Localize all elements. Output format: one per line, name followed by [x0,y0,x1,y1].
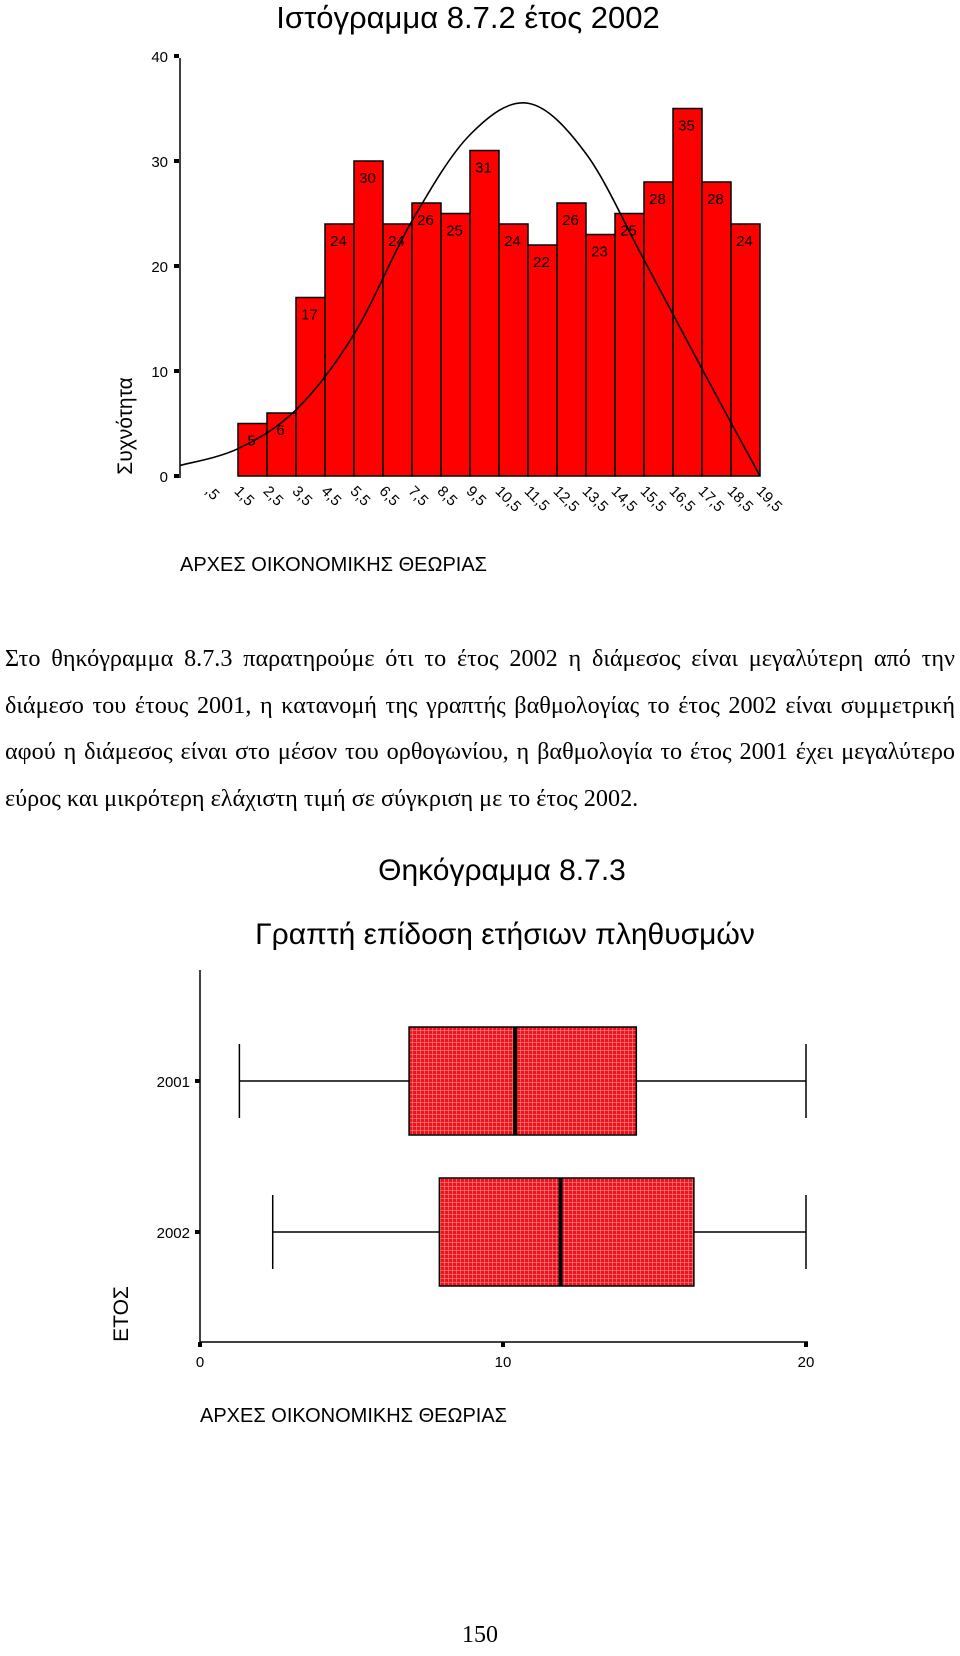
x-tick-label: 19,5 [752,482,786,516]
histogram-bar [354,161,383,476]
histogram-bar [441,214,470,477]
bar-value-label: 24 [736,233,753,250]
x-tick-label: 7,5 [404,482,432,510]
y-tick-mark [174,159,179,163]
x-tick-label: 0 [195,1354,205,1371]
x-tick-label: 20 [797,1354,815,1371]
boxplot-chart [0,850,960,1427]
histogram-bar [412,203,441,476]
bar-value-label: 26 [417,212,434,229]
histogram-title: Ιστόγραμμα 8.7.2 έτος 2002 [276,0,660,35]
bar-value-label: 22 [533,254,550,271]
bar-value-label: 25 [446,222,463,240]
y-tick-mark [174,54,179,58]
bar-value-label: 5 [247,432,256,450]
bar-value-label: 25 [620,222,637,240]
boxplot-x-ticks [196,1342,815,1371]
bar-value-label: 23 [591,243,608,261]
x-tick-mark [501,1342,505,1347]
bar-value-label: 28 [707,191,724,208]
x-tick-mark [804,1342,808,1347]
y-tick-label: 20 [151,259,168,276]
page-number: 150 [462,1622,498,1648]
bar-value-label: 35 [678,117,695,135]
histogram-bars [238,109,760,477]
x-tick-label: 2,5 [259,482,287,510]
x-tick-label: 6,5 [375,482,403,510]
histogram-bar [499,224,528,476]
y-tick-mark [174,474,179,478]
histogram-y-axis-label: Συχνότητα [114,377,137,475]
histogram-bar [557,203,586,476]
x-tick-label: 3,5 [288,482,316,510]
histogram-bar [238,424,267,477]
x-tick-label: 17,5 [694,482,728,516]
histogram-bar [470,151,499,477]
boxplot-y-axis-label: ΕΤΟΣ [110,1286,133,1342]
x-tick-label: 15,5 [636,482,670,516]
histogram-x-ticks [202,483,786,516]
x-tick-label: 10 [494,1354,512,1371]
bar-value-label: 24 [330,233,347,250]
histogram-bar [296,298,325,477]
x-tick-label: 8,5 [433,482,461,510]
boxplot-y-ticks [157,1074,200,1242]
histogram-chart [0,0,960,600]
histogram-bar [702,182,731,476]
x-tick-label: 18,5 [723,482,757,516]
bar-value-label: 17 [301,306,318,324]
x-tick-label: ,5 [201,482,223,504]
x-tick-label: 1,5 [230,482,258,510]
boxplot-boxes [239,1027,806,1286]
bar-value-label: 24 [388,233,405,250]
box-2001 [409,1027,636,1135]
bar-value-label: 30 [359,170,376,187]
x-tick-label: 9,5 [462,482,490,510]
y-tick-label: 0 [159,469,168,486]
x-tick-mark [198,1342,202,1347]
y-tick-label: 10 [151,364,168,381]
y-tick-mark [174,264,179,268]
y-tick-label: 2001 [156,1074,190,1091]
bar-value-label: 6 [276,422,285,439]
x-tick-label: 5,5 [346,482,374,510]
y-tick-mark [174,369,179,373]
y-tick-mark [195,1079,200,1083]
y-tick-label: 40 [151,49,168,66]
x-tick-label: 4,5 [317,482,345,510]
histogram-y-ticks [151,49,179,486]
bar-value-label: 26 [562,212,579,229]
bar-value-label: 31 [475,159,492,177]
histogram-bar [325,224,354,476]
body-paragraph: Στο θηκόγραμμα 8.7.3 παρατηρούμε ότι το έτος 2002 η διάμεσος είναι μεγαλύτερη από την διάμεσο του έτους 2001, η κατανομή της γραπτής βαθμολογίας το έτος 2002 είναι συμμετρική αφού η διάμεσος είναι στο μέσον του ορθογωνίου, η βαθμολογία το έτος 2001 έχει μεγαλύτερο εύρος και μικρότερη ελάχιστη τιμή σε σύγκριση με το έτος 2002. [5,645,955,812]
boxplot-title: Θηκόγραμμα 8.7.3 [378,854,626,887]
box-2002 [439,1178,694,1286]
histogram-bar [586,235,615,477]
histogram-bar [644,182,673,476]
histogram-bar [528,245,557,476]
histogram-bar [673,109,702,477]
y-tick-label: 2002 [156,1225,190,1242]
x-tick-label: 10,5 [491,482,525,516]
boxplot-x-axis-label: ΑΡΧΕΣ ΟΙΚΟΝΟΜΙΚΗΣ ΘΕΩΡΙΑΣ [200,1405,508,1427]
boxplot-subtitle: Γραπτή επίδοση ετήσιων πληθυσμών [255,918,755,951]
bar-value-label: 24 [504,233,521,250]
x-tick-label: 16,5 [665,482,699,516]
x-tick-label: 14,5 [607,482,641,516]
y-tick-mark [195,1230,200,1234]
x-tick-label: 13,5 [578,482,612,516]
histogram-bar [383,224,412,476]
bar-value-label: 28 [649,191,666,208]
histogram-x-axis-label: ΑΡΧΕΣ ΟΙΚΟΝΟΜΙΚΗΣ ΘΕΩΡΙΑΣ [180,554,488,576]
histogram-bar [731,224,760,476]
x-tick-label: 11,5 [520,482,553,515]
x-tick-label: 12,5 [549,482,583,516]
y-tick-label: 30 [151,154,168,171]
